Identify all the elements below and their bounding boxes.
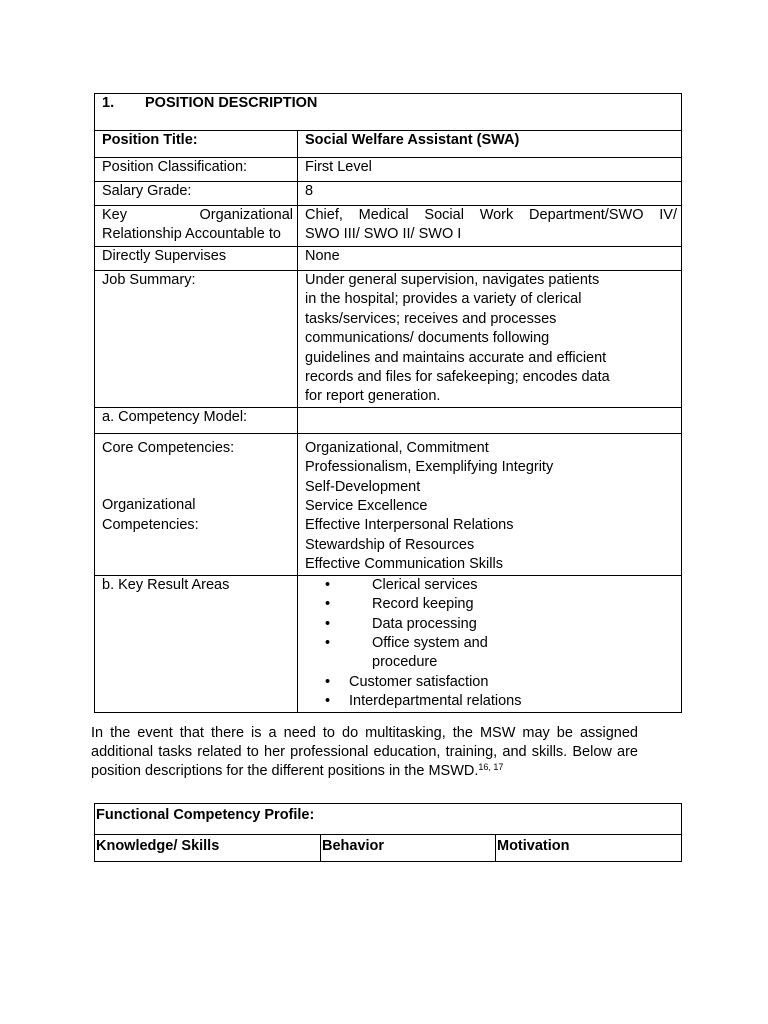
org-competencies-label-line1: Organizational [102,497,196,514]
key-relationship-label-line1: Key Organizational [102,207,293,223]
competency-item: Service Excellence [305,498,428,515]
key-relationship-value [298,206,682,247]
key-result-text: Record keeping [372,596,474,613]
bullet-icon: • [325,673,331,690]
key-result-areas-bullets [305,576,677,673]
competency-model-label: a. Competency Model: [95,407,298,433]
job-summary-line: Under general supervision, navigates patients [305,272,600,288]
body-paragraph-text: In the event that there is a need to do multitasking, the MSW may be assigned additional tasks related to her professional education, training, and skills. Below are position descriptions for the different positions in the MSWD. [91,725,638,780]
job-summary-row [95,271,682,408]
bullet-icon: • [325,634,331,651]
column-header-motivation: Motivation [496,835,682,862]
competency-model-value [298,407,682,433]
competency-item: Effective Communication Skills [305,556,503,573]
section-header [95,94,682,131]
core-competencies-label: Core Competencies: [102,439,235,456]
supervises-value: None [298,247,682,271]
supervises-row [95,247,682,271]
functional-profile-title-row [95,804,682,835]
competency-item: Professionalism, Exemplifying Integrity [305,459,554,476]
key-result-text: Data processing [372,615,477,632]
competency-item: Organizational, Commitment [305,439,489,456]
job-summary-line: records and files for safekeeping; encodes data [305,369,610,386]
competencies-row [95,433,682,575]
competencies-list [298,433,682,575]
key-result-item [305,576,677,595]
key-relationship-value-line2: SWO III/ SWO II/ SWO I [305,226,462,243]
job-summary-line: in the hospital; provides a variety of clerical [305,291,582,308]
key-result-item [305,634,497,673]
key-relationship-value-line1: Chief, Medical Social Work Department/SWO IV/ [305,207,677,223]
key-result-areas-bullets-secondary [305,673,677,712]
salary-grade-value: 8 [298,182,682,206]
classification-label: Position Classification: [95,158,298,182]
bullet-icon: • [325,576,331,593]
key-result-areas-list [298,575,682,712]
key-relationship-label [95,206,298,247]
body-paragraph [91,724,638,782]
job-summary-value [298,271,682,408]
key-result-item [305,673,677,692]
competency-item: Effective Interpersonal Relations [305,517,514,534]
column-header-knowledge: Knowledge/ Skills [95,835,321,862]
position-description-table [94,93,682,713]
key-relationship-row [95,206,682,247]
section-number: 1. [102,95,115,111]
position-title-value: Social Welfare Assistant (SWA) [298,131,682,158]
bullet-icon: • [325,615,331,632]
classification-row [95,158,682,182]
competency-item: Self-Development [305,478,421,495]
salary-grade-label: Salary Grade: [95,182,298,206]
key-result-areas-row [95,575,682,712]
bullet-icon: • [325,693,331,710]
supervises-label: Directly Supervises [95,247,298,271]
competency-item: Stewardship of Resources [305,536,475,553]
job-summary-line: communications/ documents following [305,330,550,347]
key-result-text: Clerical services [372,576,478,593]
key-result-text: Office system and procedure [372,634,488,671]
functional-profile-title: Functional Competency Profile: [95,804,682,835]
classification-value: First Level [298,158,682,182]
competency-model-row [95,407,682,433]
key-result-text: Interdepartmental relations [349,693,522,710]
position-title-row [95,131,682,158]
position-title-label: Position Title: [95,131,298,158]
footnote-reference: 16, 17 [478,762,504,773]
key-result-areas-label: b. Key Result Areas [95,575,298,712]
salary-grade-row [95,182,682,206]
key-result-item [305,595,677,614]
key-result-item [305,615,677,634]
functional-profile-header-row [95,835,682,862]
job-summary-line: for report generation. [305,388,441,405]
job-summary-line: guidelines and maintains accurate and efficient [305,349,607,366]
key-result-text: Customer satisfaction [349,673,489,690]
job-summary-line: tasks/services; receives and processes [305,310,557,327]
job-summary-label: Job Summary: [95,271,298,408]
column-header-behavior: Behavior [321,835,496,862]
competencies-labels [95,433,298,575]
key-result-item [305,692,677,711]
org-competencies-label-line2: Competencies: [102,516,199,533]
section-header-row [95,94,682,131]
functional-competency-table [94,803,682,862]
bullet-icon: • [325,596,331,613]
section-title: POSITION DESCRIPTION [145,95,318,111]
key-relationship-label-line2: Relationship Accountable to [102,226,281,243]
